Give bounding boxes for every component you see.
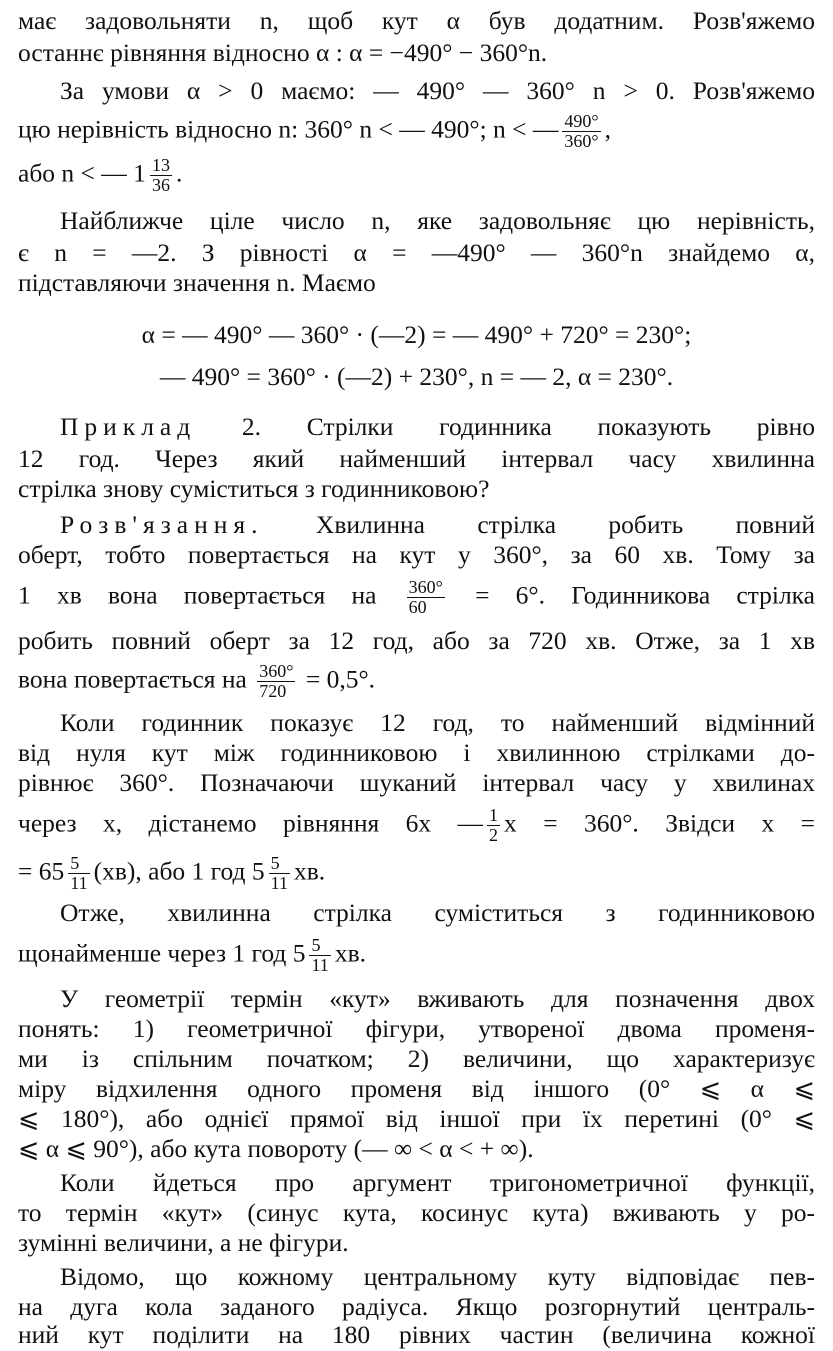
text-fragment: . (175, 158, 183, 188)
formula-line (18, 662, 815, 701)
solution-label: Розв'язання. (60, 510, 264, 539)
text-line: ⩽ 180°), або однієї прямої від іншої при їх перетині (0° ⩽ (18, 1104, 815, 1133)
denominator: 60 (408, 597, 427, 617)
text-line: Отже, хвилинна стрілка суміститься з годинниковою (60, 898, 815, 927)
text-fragment: x = 360°. Звідси x = (504, 808, 815, 838)
denominator: 11 (270, 873, 288, 893)
text-fragment: (хв), або 1 год 5 (93, 856, 265, 886)
text-fragment: = 0,5°. (305, 664, 376, 694)
text-line: то термін «кут» (синус кута, косинус кута) вживають у ро- (18, 1198, 815, 1227)
numerator: 360° (259, 661, 294, 681)
formula-line: — 490° = 360° · (—2) + 230°, n = — 2, α = 230°. (159, 362, 674, 391)
formula-line (18, 578, 815, 617)
text-line: має задовольняти n, щоб кут α був додатним. Розв'яжемо (18, 6, 815, 35)
text-fragment: вона повертається на (18, 664, 247, 694)
text-line: є n = —2. З рівності α = —490° — 360°n знайдемо α, (18, 238, 815, 267)
text-fragment: цю нерівність відносно n: 360° n < — 490°; n < — (18, 114, 559, 144)
text-line: оберт, тобто повертається на кут у 360°, за 60 хв. Тому за (18, 540, 815, 569)
denominator: 720 (259, 681, 287, 701)
text-line: на дуга кола заданого радіуса. Якщо розгорнутий централь- (18, 1292, 815, 1321)
example-heading-line (18, 412, 815, 442)
text-fragment: = 65 (18, 856, 65, 886)
fraction (407, 578, 445, 617)
denominator: 11 (311, 955, 329, 975)
denominator: 11 (70, 873, 88, 893)
text-fragment: 1 хв вона повертається на (18, 580, 377, 610)
text-line: останнє рівняння відносно α : α = −490° − 360°n. (18, 38, 548, 67)
formula-line (18, 156, 815, 195)
text-line: Відомо, що кожному центральному куту відповідає пев- (60, 1262, 815, 1291)
denominator: 36 (151, 175, 170, 195)
numerator: 1 (489, 805, 499, 825)
formula-line (18, 936, 815, 975)
text-fragment: хв. (293, 856, 326, 886)
fraction (68, 854, 89, 893)
text-fragment: хв. (334, 938, 366, 968)
text-line: зумінні величини, а не фігури. (18, 1228, 349, 1257)
text-line: понять: 1) геометричної фігури, утвореної двома променя- (18, 1014, 815, 1043)
text-line: Найближче ціле число n, яке задовольняє цю нерівність, (60, 206, 815, 235)
fraction (269, 854, 290, 893)
denominator: 360° (564, 131, 599, 151)
fraction (487, 806, 500, 845)
text-line: 12 год. Через який найменший інтервал часу хвилинна (18, 444, 815, 473)
text-fragment: через x, дістанемо рівняння 6x — (18, 808, 484, 838)
text-line: підставляючи значення n. Маємо (18, 268, 376, 297)
numerator: 5 (269, 854, 290, 874)
text-fragment: Хвилинна стрілка робить повний (315, 510, 816, 539)
solution-heading-line (18, 510, 815, 540)
text-line: робить повний оберт за 12 год, або за 720 хв. Отже, за 1 хв (18, 626, 815, 655)
denominator: 2 (489, 825, 499, 845)
example-label: Приклад (60, 412, 197, 441)
fraction (150, 156, 172, 195)
text-line: У геометрії термін «кут» вживають для позначення двох (60, 984, 815, 1013)
numerator: 5 (68, 854, 89, 874)
formula-line: α = — 490° — 360° · (—2) = — 490° + 720° = 230°; (141, 320, 692, 349)
text-line: За умови α > 0 маємо: — 490° — 360° n > 0. Розв'яжемо (60, 76, 815, 105)
text-line: від нуля кут між годинниковою і хвилинною стрілками до- (18, 738, 815, 767)
formula-line (18, 854, 815, 893)
numerator: 360° (408, 577, 443, 597)
formula-line (18, 806, 815, 845)
text-line: Коли годинник показує 12 год, то найменший відмінний (60, 708, 815, 737)
text-line: міру відхилення одного променя від іншого (0° ⩽ α ⩽ (18, 1074, 815, 1103)
fraction (562, 112, 600, 151)
numerator: 5 (309, 936, 330, 956)
text-fragment: , (604, 114, 611, 144)
text-line: ний кут поділити на 180 рівних частин (величина кожної (18, 1320, 815, 1349)
text-line: рівнює 360°. Позначаючи шуканий інтервал часу у хвилинах (18, 768, 815, 797)
text-fragment: = 6°. Годинникова стрілка (475, 580, 815, 610)
text-fragment: або n < — 1 (18, 158, 146, 188)
text-fragment: 2. Стрілки годинника показують рівно (241, 412, 815, 441)
fraction (309, 936, 330, 975)
text-line: ⩽ α ⩽ 90°), або кута повороту (— ∞ < α < + ∞). (18, 1134, 534, 1163)
fraction (257, 662, 295, 701)
text-line: Коли йдеться про аргумент тригонометричної функції, (60, 1168, 815, 1197)
text-fragment: щонайменше через 1 год 5 (18, 938, 306, 968)
numerator: 13 (151, 155, 170, 175)
numerator: 490° (564, 111, 599, 131)
text-line: ми із спільним початком; 2) величини, що характеризує (18, 1044, 815, 1073)
formula-line (18, 112, 815, 151)
text-line: стрілка знову суміститься з годинниковою? (18, 474, 490, 503)
